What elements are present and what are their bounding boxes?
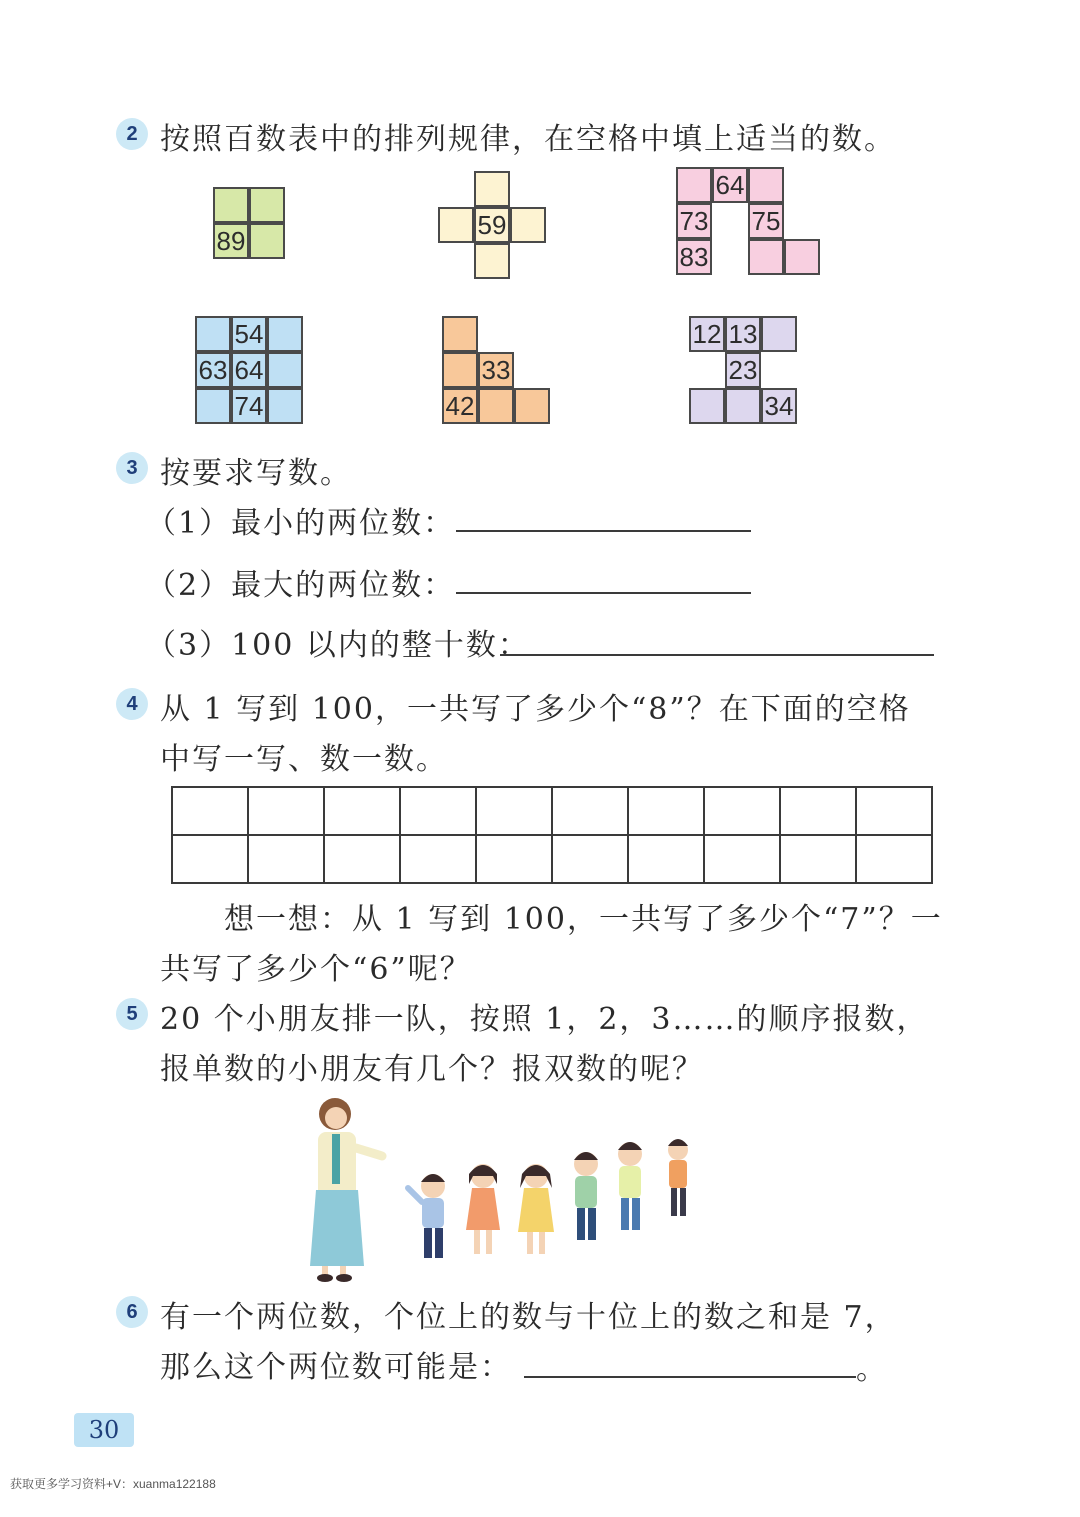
grid-cell[interactable] [780,835,856,883]
grid-cell: 54 [231,316,267,352]
teacher-children-illustration [290,1090,730,1290]
grid-cell[interactable] [400,787,476,835]
grid-cell[interactable] [628,787,704,835]
grid-cell: 34 [761,388,797,424]
grid-cell[interactable] [474,243,510,279]
grid-cell[interactable] [510,207,546,243]
question-6-line-1: 有一个两位数，个位上的数与十位上的数之和是 7， [160,1300,897,1335]
grid-cell[interactable] [248,835,324,883]
grid-cell[interactable] [704,835,780,883]
grid-cell[interactable] [267,352,303,388]
grid-cell[interactable] [213,187,249,223]
child-figure [618,1142,642,1230]
grid-cell[interactable] [478,388,514,424]
grid-cell: 63 [195,352,231,388]
grid-cell[interactable] [474,171,510,207]
grid-cell[interactable] [476,787,552,835]
child-figure [574,1152,598,1240]
question-number-3: 3 [116,452,148,484]
grid-cell[interactable] [324,835,400,883]
grid-cell[interactable] [748,167,784,203]
answer-line[interactable] [456,530,751,532]
grid-cell[interactable] [748,239,784,275]
grid-cell: 42 [442,388,478,424]
grid-cell[interactable] [248,787,324,835]
child-figure [518,1164,554,1254]
question-number-5: 5 [116,998,148,1030]
child-figure [408,1174,445,1258]
question-3-text: 按要求写数。 [160,456,352,491]
grid-cell[interactable] [856,787,932,835]
grid-cell[interactable] [784,239,820,275]
child-figure [466,1164,500,1254]
grid-cell[interactable] [704,787,780,835]
grid-cell[interactable] [195,316,231,352]
grid-cell[interactable] [267,316,303,352]
grid-cell: 33 [478,352,514,388]
grid-cell[interactable] [442,316,478,352]
question-number-2: 2 [116,118,148,150]
grid-cell[interactable] [552,835,628,883]
grid-cell[interactable] [676,167,712,203]
answer-line[interactable] [456,592,751,594]
grid-cell[interactable] [172,787,248,835]
grid-cell: 89 [213,223,249,259]
grid-cell[interactable] [628,835,704,883]
footer-watermark: 获取更多学习资料+V：xuanma122188 [10,1477,216,1491]
grid-cell[interactable] [780,787,856,835]
child-figure [668,1139,688,1216]
grid-cell: 64 [231,352,267,388]
grid-cell[interactable] [761,316,797,352]
grid-cell: 74 [231,388,267,424]
answer-line[interactable] [524,1376,856,1378]
question-2-text: 按照百数表中的排列规律，在空格中填上适当的数。 [160,122,896,157]
grid-cell: 59 [474,207,510,243]
grid-cell: 23 [725,352,761,388]
think-text-line-1: 想一想：从 1 写到 100，一共写了多少个“7”？一 [224,902,943,937]
grid-cell[interactable] [476,835,552,883]
writing-grid [171,786,933,884]
grid-cell: 83 [676,239,712,275]
grid-cell: 13 [725,316,761,352]
grid-cell[interactable] [442,352,478,388]
question-number-4: 4 [116,688,148,720]
question-3-item-3: （3）100 以内的整十数： [146,628,530,663]
answer-line[interactable] [500,654,934,656]
grid-cell[interactable] [195,388,231,424]
page-number: 30 [74,1413,134,1447]
grid-cell[interactable] [249,187,285,223]
grid-cell[interactable] [514,388,550,424]
question-5-line-1: 20 个小朋友排一队，按照 1，2，3……的顺序报数， [160,1002,929,1037]
grid-cell[interactable] [324,787,400,835]
question-3-item-1: （1）最小的两位数： [146,506,456,541]
grid-cell[interactable] [249,223,285,259]
think-text-line-2: 共写了多少个“6”呢？ [160,952,472,987]
grid-cell[interactable] [400,835,476,883]
grid-cell: 64 [712,167,748,203]
grid-cell[interactable] [725,388,761,424]
grid-cell[interactable] [856,835,932,883]
grid-cell[interactable] [552,787,628,835]
grid-cell[interactable] [267,388,303,424]
grid-cell: 12 [689,316,725,352]
question-6-line-2: 那么这个两位数可能是： [160,1350,512,1385]
question-4-line-1: 从 1 写到 100，一共写了多少个“8”？在下面的空格 [160,692,911,727]
question-3-item-2: （2）最大的两位数： [146,568,456,603]
grid-cell[interactable] [689,388,725,424]
question-5-line-2: 报单数的小朋友有几个？报双数的呢？ [160,1052,704,1087]
grid-cell[interactable] [172,835,248,883]
grid-cell: 75 [748,203,784,239]
grid-cell: 73 [676,203,712,239]
period-mark: 。 [856,1352,888,1387]
question-number-6: 6 [116,1296,148,1328]
grid-cell[interactable] [438,207,474,243]
teacher-figure [310,1098,382,1282]
question-4-line-2: 中写一写、数一数。 [160,742,448,777]
